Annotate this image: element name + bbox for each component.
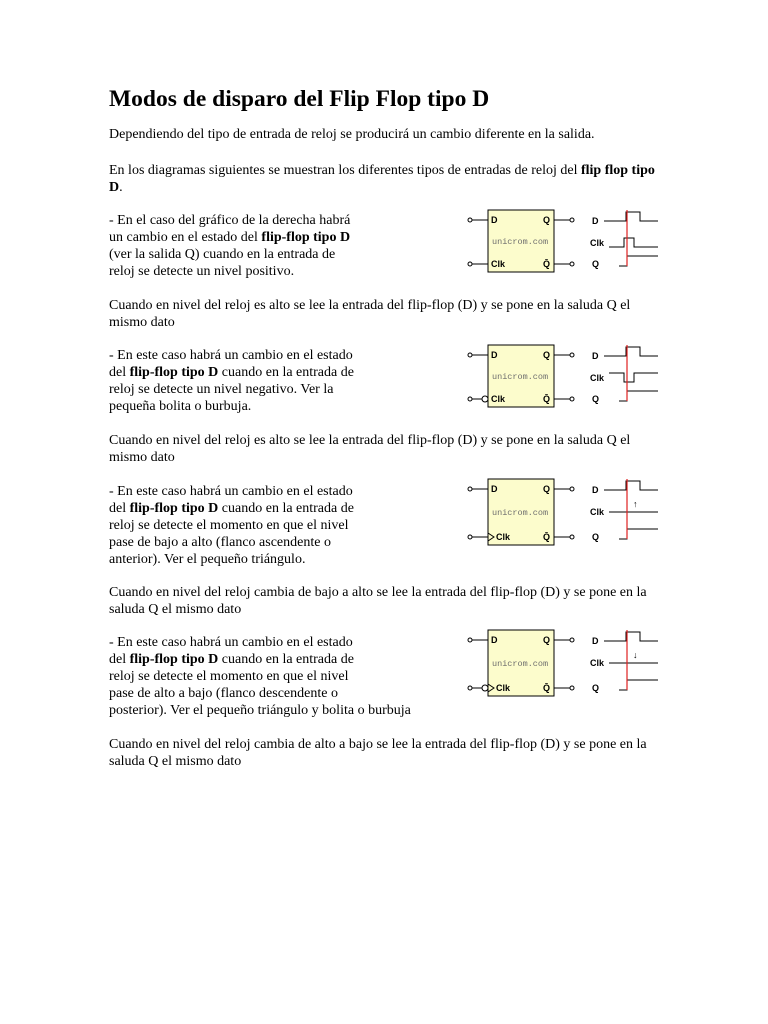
- pin-label-d: D: [491, 635, 498, 645]
- bold-term: flip-flop tipo D: [129, 365, 219, 380]
- bold-term: flip-flop tipo D: [129, 501, 219, 516]
- d-input-terminal: [468, 487, 472, 491]
- waveform-d: [604, 632, 658, 641]
- text-run: del: [109, 501, 130, 516]
- wave-label-q: Q: [592, 394, 600, 404]
- d-input-terminal: [468, 638, 472, 642]
- pin-label-d: D: [491, 484, 498, 494]
- q-output-terminal: [570, 218, 574, 222]
- text-run: (ver la salida Q) cuando en la entrada de: [109, 247, 336, 262]
- section-2-note: Cuando en nivel del reloj es alto se lee la entrada del flip-flop (D) y se pone en la saluda Q el mismo dato: [109, 433, 631, 465]
- waveform-q: [619, 680, 658, 690]
- qbar-output-terminal: [570, 535, 574, 539]
- diagram-rising-edge: [466, 477, 666, 553]
- text-run: del: [109, 365, 130, 380]
- falling-edge-arrow: ↓: [633, 650, 638, 660]
- waveform-d: [604, 347, 658, 356]
- clk-input-terminal: [468, 262, 472, 266]
- text-run: - En este caso habrá un cambio en el estado: [109, 348, 353, 363]
- pin-label-qbar: Q̄: [543, 394, 551, 404]
- pin-label-clk: Clk: [496, 532, 511, 542]
- unicrom-watermark: unicrom.com: [492, 237, 549, 247]
- wave-label-d: D: [592, 485, 599, 495]
- section-4-note: Cuando en nivel del reloj cambia de alto a bajo se lee la entrada del flip-flop (D) y se pone en la saluda Q el mismo dato: [109, 737, 647, 769]
- pin-label-clk: Clk: [496, 683, 511, 693]
- section-2-text: [109, 347, 394, 415]
- section-4-text: [109, 634, 459, 719]
- text-run: del: [109, 652, 130, 667]
- section-3-note: Cuando en nivel del reloj cambia de bajo a alto se lee la entrada del flip-flop (D) y se pone en la saluda Q el mismo dato: [109, 585, 647, 617]
- text-run: cuando en la entrada de: [218, 365, 354, 380]
- pin-label-d: D: [491, 350, 498, 360]
- intro-bold: flip flop tipo D: [109, 163, 655, 195]
- text-run: reloj se detecte un nivel positivo.: [109, 264, 295, 279]
- section-1-text: [109, 212, 394, 280]
- inverting-bubble: [482, 685, 488, 691]
- flip-flop-figure: [466, 477, 666, 553]
- wave-label-q: Q: [592, 683, 600, 693]
- wave-label-clk: Clk: [590, 373, 605, 383]
- waveform-q: [619, 391, 658, 401]
- intro-diagrams-paragraph: [109, 162, 661, 196]
- text-run: cuando en la entrada de: [218, 501, 354, 516]
- inverting-bubble: [482, 396, 488, 402]
- text-run: pequeña bolita o burbuja.: [109, 399, 252, 414]
- pin-label-clk: Clk: [491, 394, 506, 404]
- text-run: cuando en la entrada de: [218, 652, 354, 667]
- text-run: reloj se detecte un nivel negativo. Ver la: [109, 382, 334, 397]
- qbar-output-terminal: [570, 397, 574, 401]
- clk-input-terminal: [468, 686, 472, 690]
- flip-flop-figure: [466, 343, 666, 415]
- text-run: pase de bajo a alto (flanco ascendente o: [109, 535, 331, 550]
- clk-input-terminal: [468, 397, 472, 401]
- q-output-terminal: [570, 353, 574, 357]
- intro-end: .: [119, 180, 123, 195]
- pin-label-d: D: [491, 215, 498, 225]
- text-run: un cambio en el estado del: [109, 230, 262, 245]
- text-run: - En este caso habrá un cambio en el estado: [109, 635, 353, 650]
- q-output-terminal: [570, 487, 574, 491]
- waveform-clk: [609, 238, 658, 247]
- text-run: posterior). Ver el pequeño triángulo y bolita o burbuja: [109, 703, 411, 718]
- unicrom-watermark: unicrom.com: [492, 659, 549, 669]
- intro-text: En los diagramas siguientes se muestran los diferentes tipos de entradas de reloj del: [109, 163, 581, 178]
- diagram-level-high: [466, 208, 666, 280]
- wave-label-clk: Clk: [590, 238, 605, 248]
- wave-label-d: D: [592, 351, 599, 361]
- diagram-level-low: [466, 343, 666, 415]
- text-run: anterior). Ver el pequeño triángulo.: [109, 552, 306, 567]
- page-title: Modos de disparo del Flip Flop tipo D: [109, 86, 490, 112]
- q-output-terminal: [570, 638, 574, 642]
- pin-label-qbar: Q̄: [543, 683, 551, 693]
- bold-term: flip-flop tipo D: [261, 230, 351, 245]
- waveform-clk: [609, 373, 658, 382]
- flip-flop-figure: [466, 208, 666, 280]
- pin-label-qbar: Q̄: [543, 532, 551, 542]
- waveform-d: [604, 212, 658, 221]
- unicrom-watermark: unicrom.com: [492, 372, 549, 382]
- flip-flop-figure: [466, 628, 666, 704]
- section-1-note: Cuando en nivel del reloj es alto se lee la entrada del flip-flop (D) y se pone en la saluda Q el mismo dato: [109, 298, 631, 330]
- wave-label-d: D: [592, 636, 599, 646]
- intro-paragraph: Dependiendo del tipo de entrada de reloj se producirá un cambio diferente en la salida.: [109, 127, 595, 142]
- waveform-d: [604, 481, 658, 490]
- text-run: - En el caso del gráfico de la derecha habrá: [109, 213, 351, 228]
- pin-label-clk: Clk: [491, 259, 506, 269]
- unicrom-watermark: unicrom.com: [492, 508, 549, 518]
- text-run: reloj se detecte el momento en que el nivel: [109, 669, 349, 684]
- bold-term: flip-flop tipo D: [129, 652, 219, 667]
- waveform-q: [619, 256, 658, 266]
- pin-label-q: Q: [543, 484, 551, 494]
- d-input-terminal: [468, 353, 472, 357]
- wave-label-d: D: [592, 216, 599, 226]
- text-run: pase de alto a bajo (flanco descendente o: [109, 686, 338, 701]
- clk-input-terminal: [468, 535, 472, 539]
- rising-edge-arrow: ↑: [633, 499, 638, 509]
- waveform-q: [619, 529, 658, 539]
- pin-label-qbar: Q̄: [543, 259, 551, 269]
- diagram-falling-edge: [466, 628, 666, 704]
- qbar-output-terminal: [570, 262, 574, 266]
- wave-label-q: Q: [592, 259, 600, 269]
- pin-label-q: Q: [543, 635, 551, 645]
- wave-label-q: Q: [592, 532, 600, 542]
- wave-label-clk: Clk: [590, 507, 605, 517]
- qbar-output-terminal: [570, 686, 574, 690]
- text-run: reloj se detecte el momento en que el nivel: [109, 518, 349, 533]
- wave-label-clk: Clk: [590, 658, 605, 668]
- pin-label-q: Q: [543, 215, 551, 225]
- text-run: - En este caso habrá un cambio en el estado: [109, 484, 353, 499]
- d-input-terminal: [468, 218, 472, 222]
- pin-label-q: Q: [543, 350, 551, 360]
- section-3-text: [109, 483, 394, 568]
